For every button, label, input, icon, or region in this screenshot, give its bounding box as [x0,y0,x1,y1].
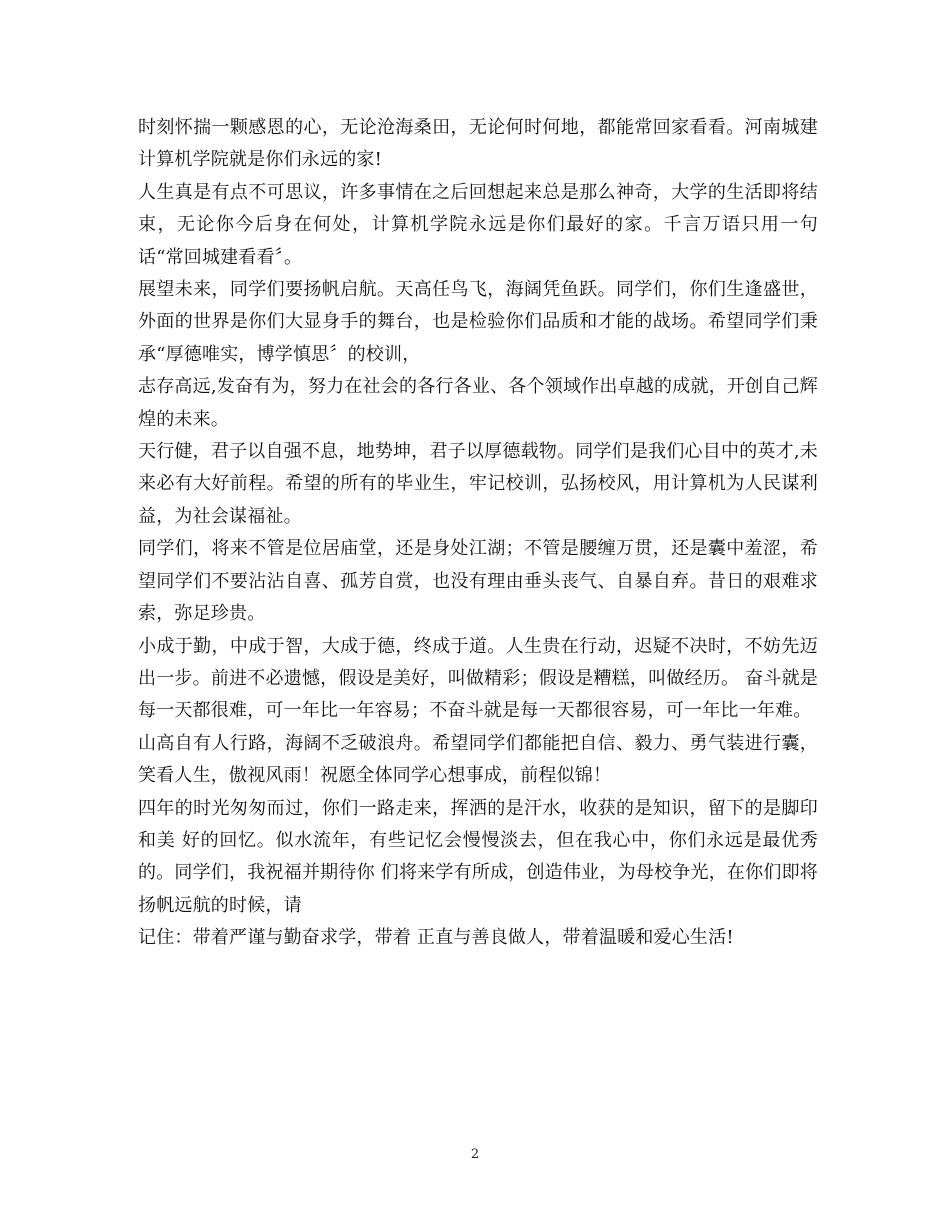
paragraph-9: 四年的时光匆匆而过，你们一路走来，挥洒的是汗水，收获的是知识，留下的是脚印和美 好的回忆。似水流年，有些记忆会慢慢淡去，但在我心中，你们永远是最优秀的。同学们，我祝福并期待你 们将来学有所成，创造伟业，为母校争光，在你们即将扬帆远航的时候，请 [138,797,818,916]
page-number: 2 [470,1147,480,1162]
paragraph-6: 同学们，将来不管是位居庙堂，还是身处江湖；不管是腰缠万贯，还是囊中羞涩，希望同学们不要沾沾自喜、孤芳自赏，也没有理由垂头丧气、自暴自弃。昔日的艰难求索，弥足珍贵。 [138,538,818,625]
document-body [138,112,818,955]
paragraph-10: 记住：带着严谨与勤奋求学，带着 正直与善良做人，带着温暖和爱心生活! [138,927,734,949]
paragraph-4: 志存高远,发奋有为，努力在社会的各行各业、各个领域作出卓越的成就，开创自己辉煌的未来。 [138,376,818,430]
paragraph-5: 天行健，君子以自强不息，地势坤，君子以厚德载物。同学们是我们心目中的英才,未来必有大好前程。希望的所有的毕业生，牢记校训，弘扬校风，用计算机为人民谋利益，为社会谋福祉。 [138,441,818,527]
paragraph-2: 人生真是有点不可思议，许多事情在之后回想起来总是那么神奇，大学的生活即将结束，无论你今后身在何处，计算机学院永远是你们最好的家。千言万语只用一句话“常回城建看看〞。 [138,181,818,268]
paragraph-7: 小成于勤，中成于智，大成于德，终成于道。人生贵在行动，迟疑不决时，不妨先迈出一步。前进不必遗憾，假设是美好，叫做精彩；假设是糟糕，叫做经历。 奋斗就是每一天都很难，可一年比一年容易；不奋斗就是每一天都很容易，可一年比一年难。 [138,635,818,722]
paragraph-1: 时刻怀揣一颗感恩的心，无论沧海桑田，无论何时何地，都能常回家看看。河南城建计算机学院就是你们永远的家! [138,117,818,171]
paragraph-8: 山高自有人行路，海阔不乏破浪舟。希望同学们都能把自信、毅力、勇气装进行囊，笑看人生，傲视风雨！祝愿全体同学心想事成，前程似锦！ [138,732,818,787]
paragraph-3: 展望未来，同学们要扬帆启航。天高任鸟飞，海阔凭鱼跃。同学们，你们生逢盛世，外面的世界是你们大显身手的舞台，也是检验你们品质和才能的战场。希望同学们秉承“厚德唯实，博学慎思〞的校训， [138,279,818,365]
